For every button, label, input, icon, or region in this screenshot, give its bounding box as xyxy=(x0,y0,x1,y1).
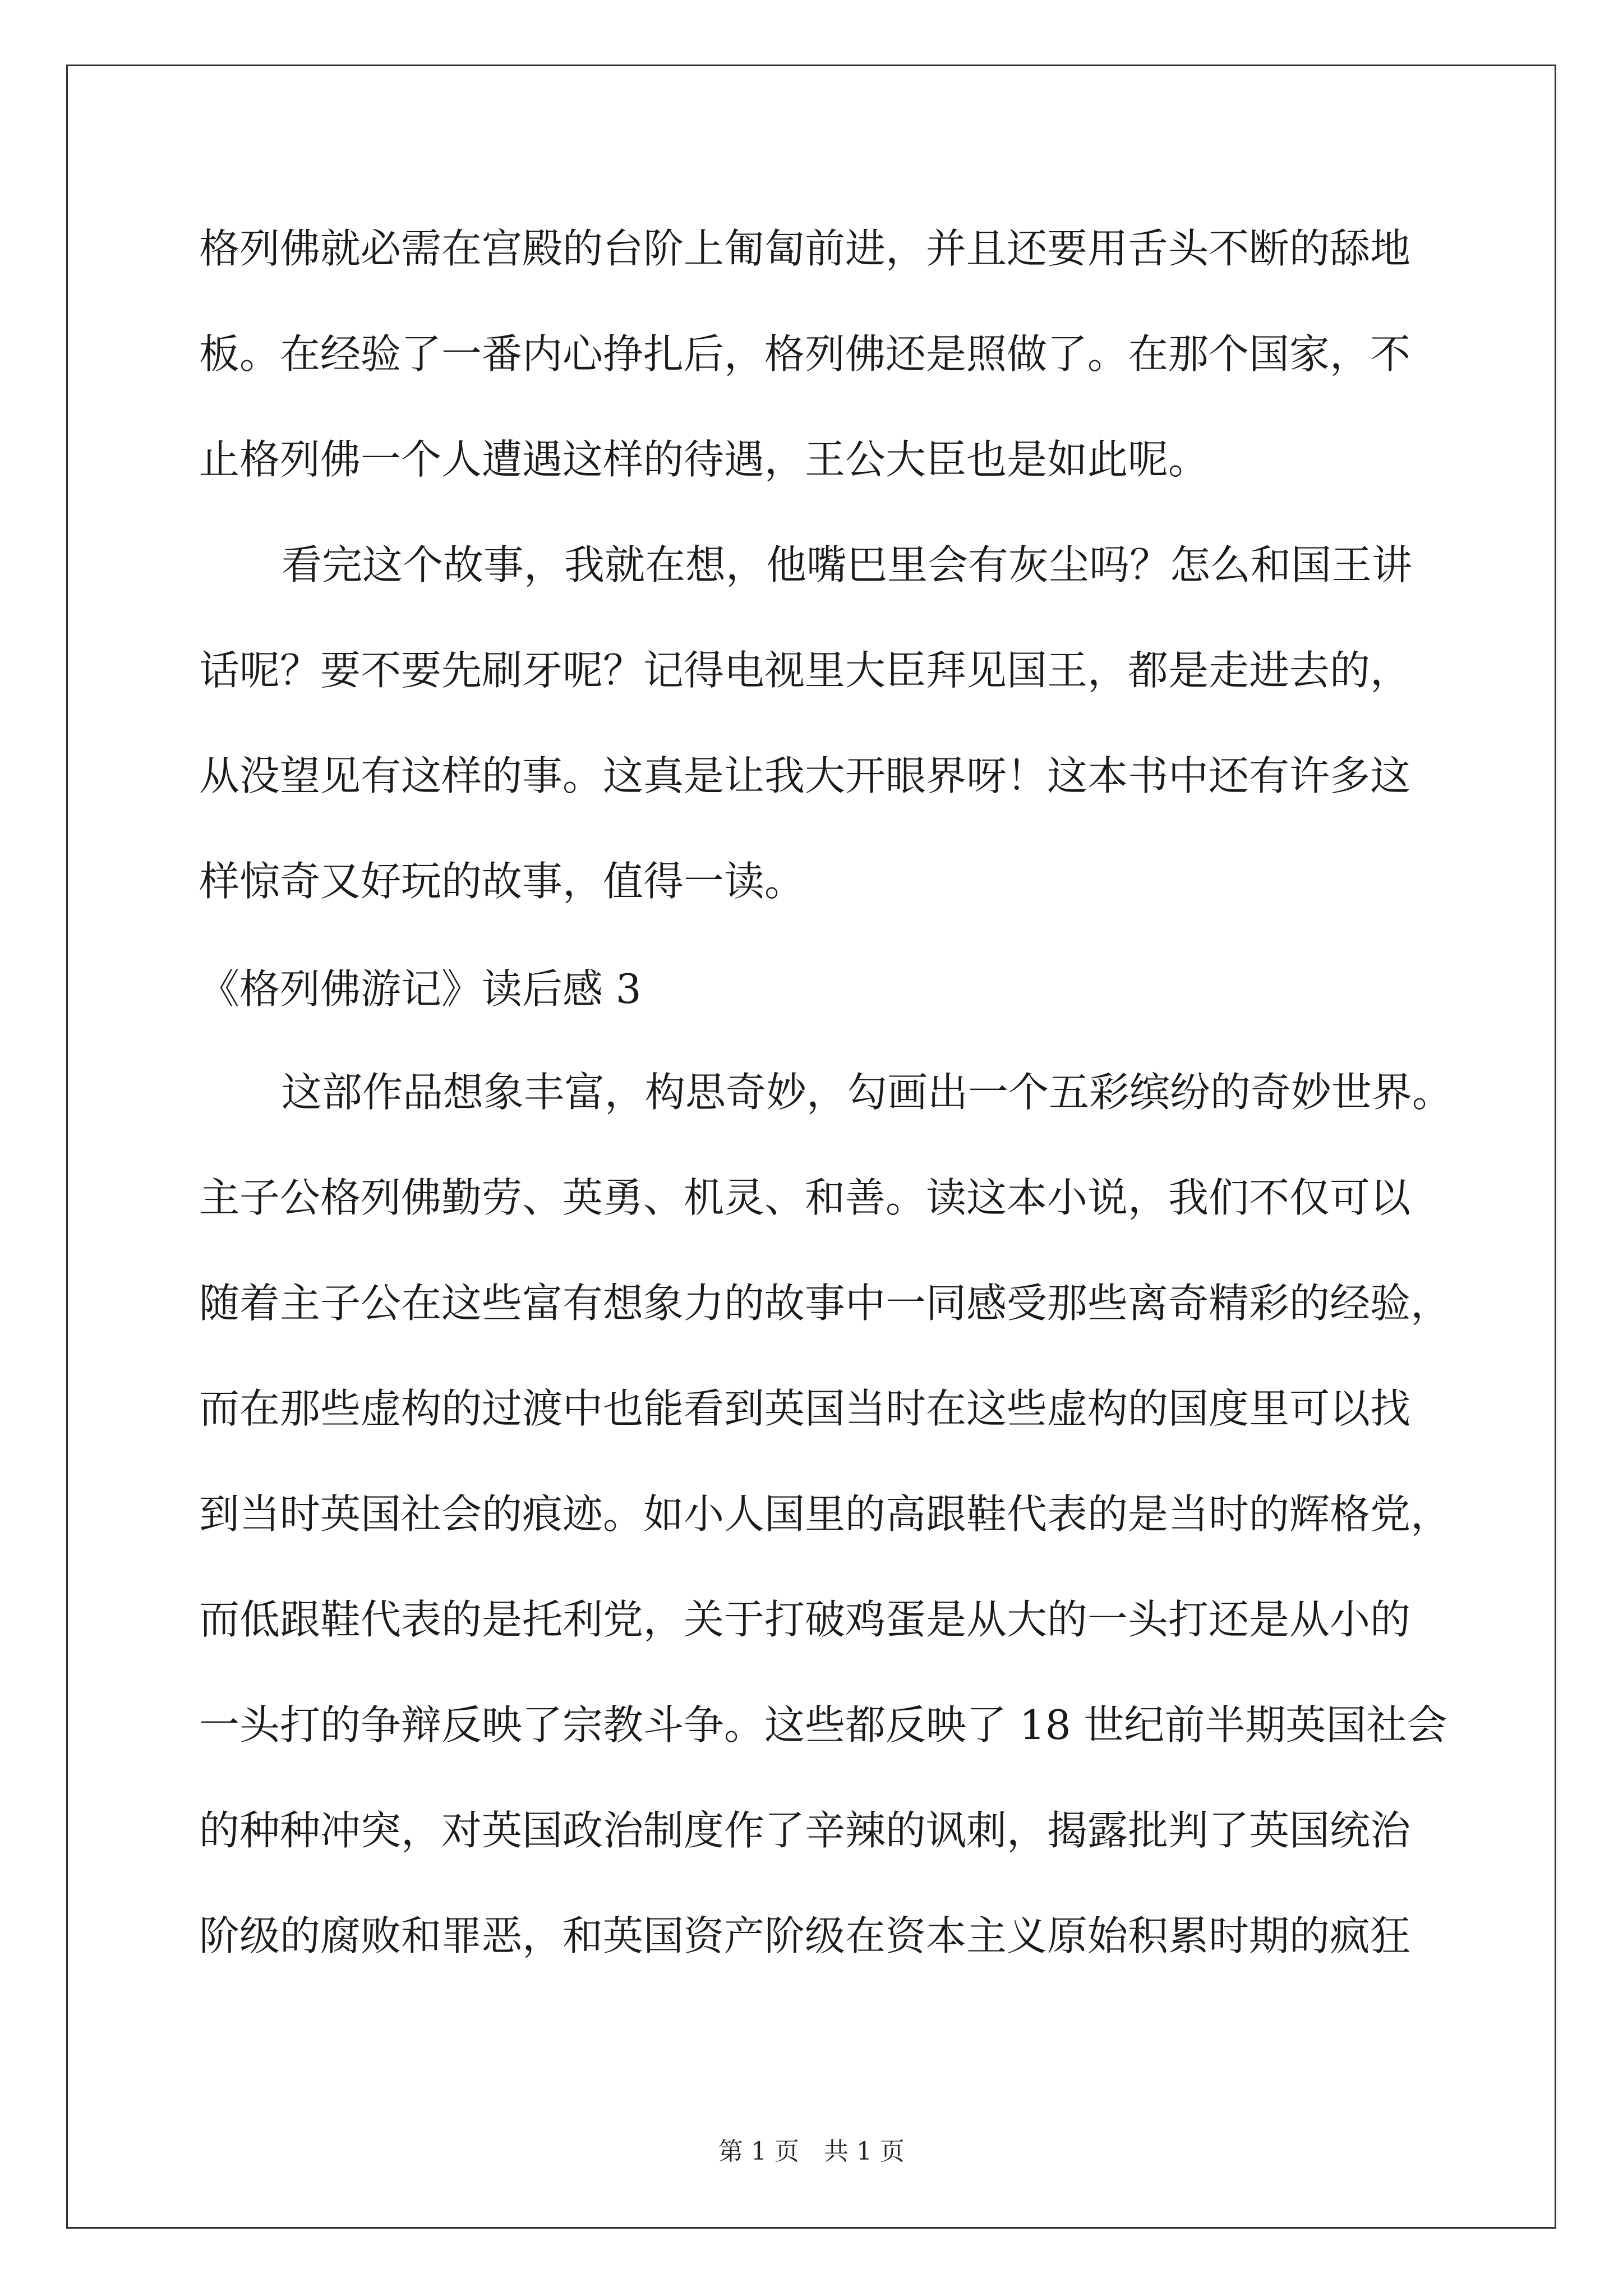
text-line-17: 阶级的腐败和罪恶，和英国资产阶级在资本主义原始积累时期的疯狂 xyxy=(199,1912,1411,1959)
text-line-16: 的种种冲突，对英国政治制度作了辛辣的讽刺，揭露批判了英国统治 xyxy=(199,1807,1411,1854)
text-line-6: 从没望见有这样的事。这真是让我大开眼界呀！这本书中还有许多这 xyxy=(199,752,1411,799)
text-line-13: 到当时英国社会的痕迹。如小人国里的高跟鞋代表的是当时的辉格党， xyxy=(199,1490,1451,1538)
text-line-4: 看完这个故事，我就在想，他嘴巴里会有灰尘吗？怎么和国王讲 xyxy=(282,541,1413,588)
text-line-15: 一头打的争辩反映了宗教斗争。这些都反映了 18 世纪前半期英国社会 xyxy=(199,1701,1447,1749)
text-line-3: 止格列佛一个人遭遇这样的待遇，王公大臣也是如此呢。 xyxy=(199,436,1209,483)
text-line-2: 板。在经验了一番内心挣扎后，格列佛还是照做了。在那个国家，不 xyxy=(199,330,1411,378)
section-heading: 《格列佛游记》读后感 3 xyxy=(199,965,642,1013)
text-line-7: 样惊奇又好玩的故事，值得一读。 xyxy=(199,858,805,905)
text-line-11: 随着主子公在这些富有想象力的故事中一同感受那些离奇精彩的经验， xyxy=(199,1280,1451,1327)
page-border xyxy=(66,65,1556,2229)
text-line-10: 主子公格列佛勤劳、英勇、机灵、和善。读这本小说，我们不仅可以 xyxy=(199,1174,1411,1221)
text-line-9: 这部作品想象丰富，构思奇妙，勾画出一个五彩缤纷的奇妙世界。 xyxy=(282,1069,1453,1116)
text-line-12: 而在那些虚构的过渡中也能看到英国当时在这些虚构的国度里可以找 xyxy=(199,1385,1411,1432)
text-line-1: 格列佛就必需在宫殿的台阶上匍匐前进，并且还要用舌头不断的舔地 xyxy=(199,225,1411,272)
page-footer: 第 1 页 共 1 页 xyxy=(718,2137,905,2166)
text-line-5: 话呢？要不要先刷牙呢？记得电视里大臣拜见国王，都是走进去的， xyxy=(199,647,1411,694)
text-line-14: 而低跟鞋代表的是托利党，关于打破鸡蛋是从大的一头打还是从小的 xyxy=(199,1596,1411,1643)
